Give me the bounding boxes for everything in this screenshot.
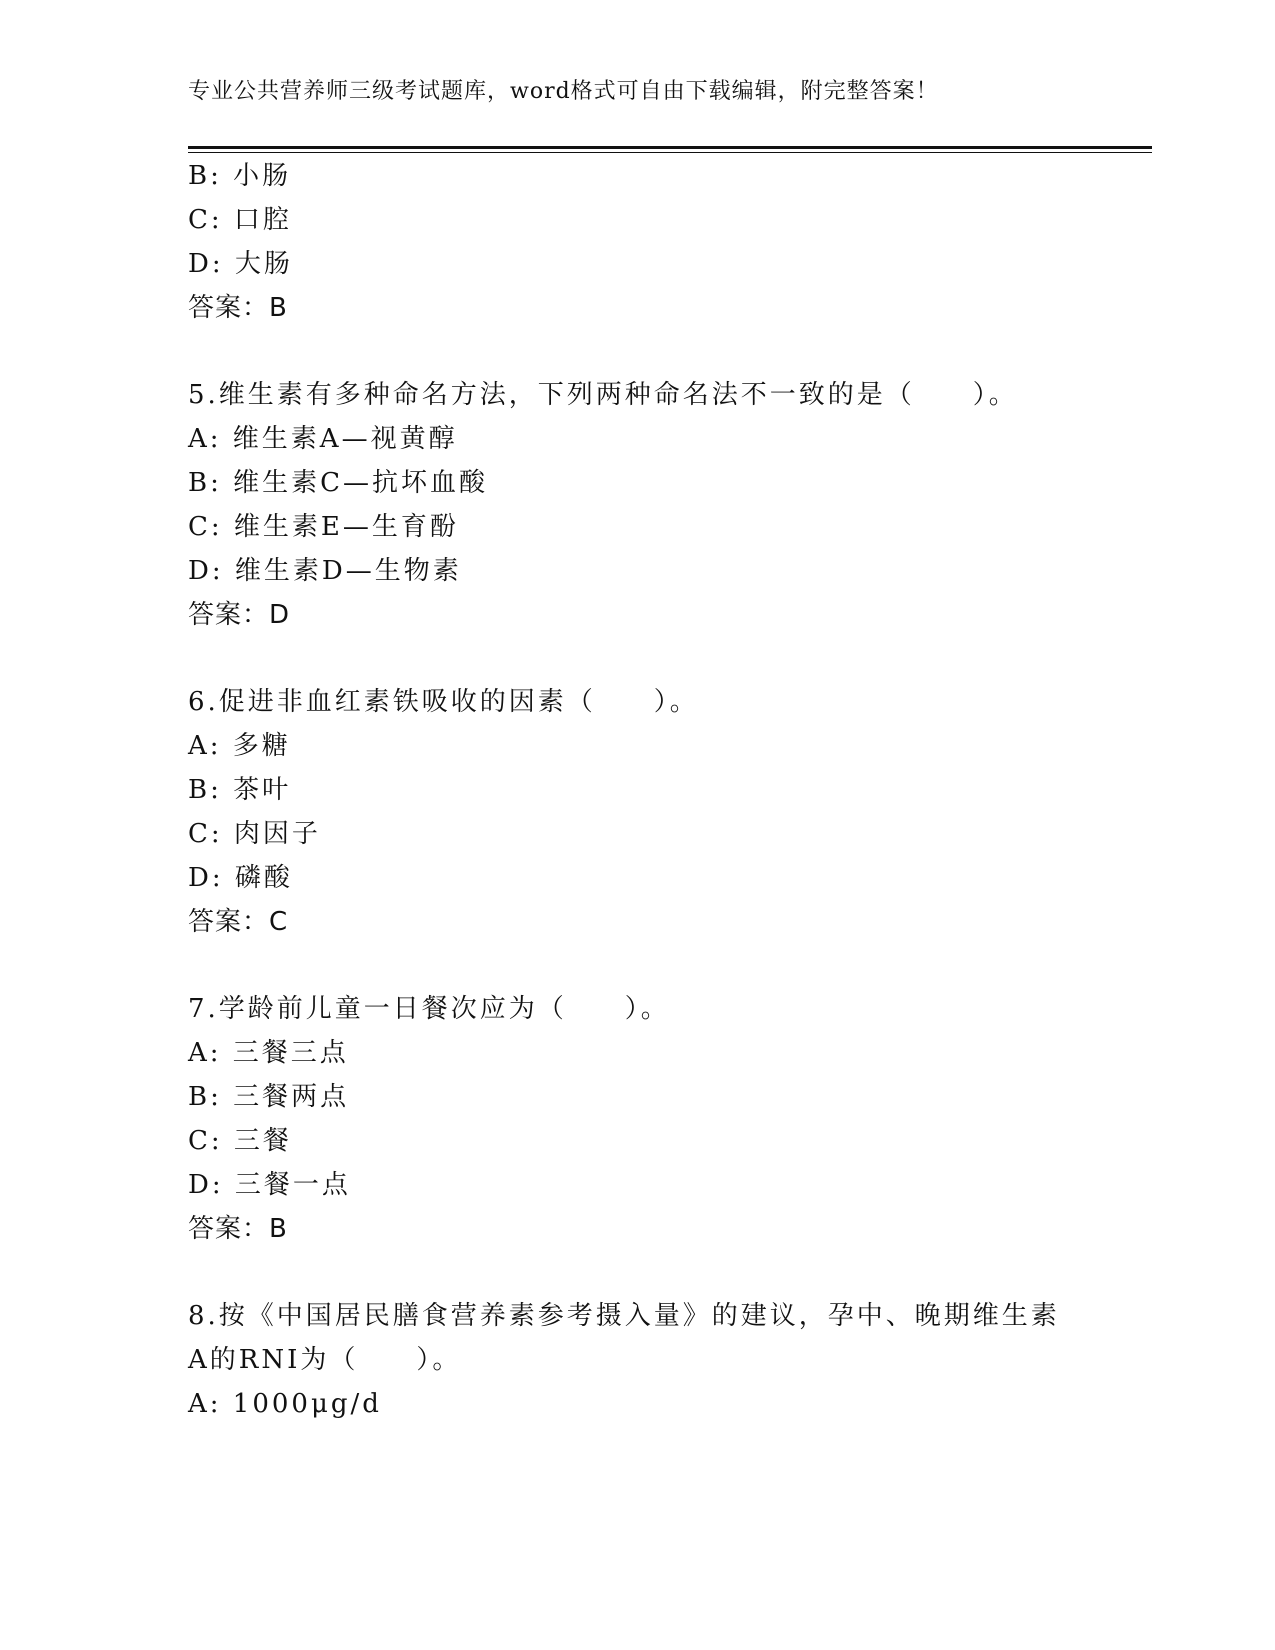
answer-text: 答案：D	[188, 600, 291, 630]
answer-text: 答案：B	[188, 293, 288, 323]
question-stem: 8.按《中国居民膳食营养素参考摄入量》的建议，孕中、晚期维生素	[188, 1301, 1060, 1331]
option-d: D: 大肠	[188, 249, 293, 279]
question-stem-continued: A的RNI为（ ）。	[188, 1345, 462, 1375]
answer-text: 答案：B	[188, 1214, 288, 1244]
header-rule-thick	[188, 146, 1152, 149]
answer-text: 答案：C	[188, 907, 289, 937]
question-stem: 5.维生素有多种命名方法，下列两种命名法不一致的是（ ）。	[188, 380, 1018, 410]
option-b: B: 小肠	[188, 161, 292, 191]
option-c: C: 三餐	[188, 1126, 292, 1156]
option-a: A: 三餐三点	[188, 1038, 349, 1068]
option-b: B: 维生素C—抗坏血酸	[188, 468, 489, 498]
option-c: C: 维生素E—生育酚	[188, 512, 459, 542]
option-b: B: 三餐两点	[188, 1082, 350, 1112]
option-c: C: 口腔	[188, 205, 292, 235]
option-b: B: 茶叶	[188, 775, 292, 805]
option-d: D: 维生素D—生物素	[188, 556, 462, 586]
option-a: A: 多糖	[188, 731, 291, 761]
question-stem: 7.学龄前儿童一日餐次应为（ ）。	[188, 994, 670, 1024]
option-c: C: 肉因子	[188, 819, 321, 849]
option-a: A: 1000μg/d	[188, 1389, 382, 1419]
question-stem: 6.促进非血红素铁吸收的因素（ ）。	[188, 687, 699, 717]
option-a: A: 维生素A—视黄醇	[188, 424, 458, 454]
option-d: D: 三餐一点	[188, 1170, 351, 1200]
header-rule-thin	[188, 152, 1152, 153]
page-header-title: 专业公共营养师三级考试题库，word格式可自由下载编辑，附完整答案！	[188, 79, 939, 104]
option-d: D: 磷酸	[188, 863, 293, 893]
